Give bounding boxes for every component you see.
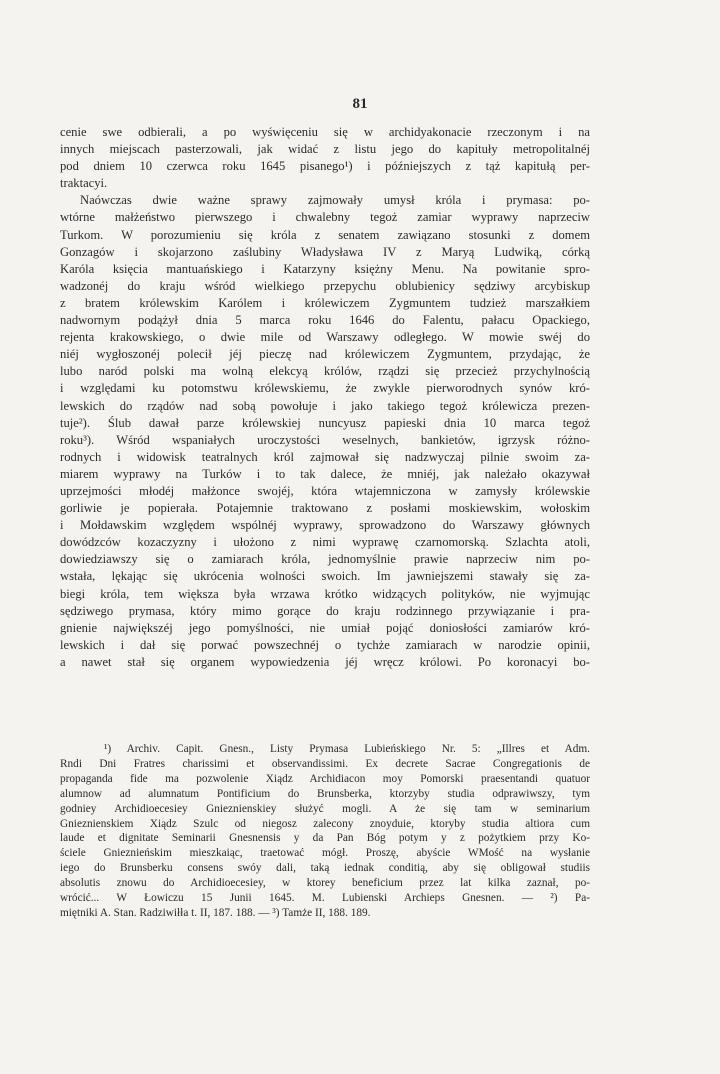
body-text-line: roku³). Wśród wspaniałych uroczystości weselnych, bankietów, igrzysk różno- — [60, 432, 590, 447]
footnote-line: alumnow ad alumnatum Pontificium do Brunsberka, ktorzyby studia odprawiwszy, tym — [60, 787, 590, 800]
main-text — [60, 124, 590, 671]
body-text-line: wstała, lękając się ukrócenia wolności swoich. Im jawniejszemi stawały się za- — [60, 569, 590, 584]
body-text-line: biegi króla, tem większa była wrzawa krótko widzących polityków, nie wyjmując — [60, 586, 590, 601]
body-text-line: pod dniem 10 czerwca roku 1645 pisanego¹) i późniejszych z tąż kapitułą per- — [60, 159, 590, 174]
body-text-line: dowódzców kozaczyzny i ułożono z nimi wyprawę czarnomorską. Szlachta atoli, — [60, 535, 590, 550]
body-text-line: gnienie największéj jego pomyślności, nie umiał pojąć doniosłości zamiarów kró- — [60, 620, 590, 635]
body-text-line: Turkom. W porozumieniu się króla z senatem zawiązano stosunki z domem — [60, 227, 590, 242]
footnote-line: godniey Archidioecesiey Gnieznienskiey służyć mogli. A że się tam w seminarium — [60, 802, 590, 815]
footnote-line: miętniki A. Stan. Radziwiłła t. II, 187. 188. — ³) Tamże II, 188. 189. — [60, 906, 371, 919]
body-text-line: uprzejmości młodéj małżonce swojéj, która wtajemniczona w zamysły królewskie — [60, 483, 590, 498]
body-text-line: niéj wygłoszonéj polecił jéj pieczę nad królewiczem Zygmuntem, przydając, że — [60, 347, 590, 362]
page-number: 81 — [352, 96, 368, 112]
body-text-line: rodnych i widowisk teatralnych król zajmował się nadzwyczaj pilnie swoim za- — [60, 449, 590, 464]
body-text-line: tuje²). Ślub dawał parze królewskiej nuncyusz papieski dnia 10 marca tegoż — [60, 415, 590, 430]
body-text-line: cenie swe odbierali, a po wyświęceniu się w archidyakonacie rzeczonym i na — [60, 125, 590, 139]
body-text-line: lewskich i dał się porwać powszechnéj o tychże zamiarach w narodzie opinii, — [60, 637, 590, 652]
body-text-line: i Mołdawskim względem wspólnéj wyprawy, sprowadzono do Warszawy głównych — [60, 518, 590, 533]
footnote-line: ¹) Archiv. Capit. Gnesn., Listy Prymasa Lubieńskiego Nr. 5: „Illres et Adm. — [104, 743, 590, 755]
footnote-line: ściele Gnieznieńskim mieszkaiąc, traetować mógł. Proszę, abyście WMość na wysłanie — [60, 847, 590, 860]
body-text-line: nadwornym podążył dnia 5 marca roku 1646 do Falentu, pałacu Opackiego, — [60, 313, 590, 328]
body-text-line: wadzonéj do kraju wśród wielkiego przepychu oblubienicy sędziwy arcybiskup — [60, 278, 590, 293]
body-text-line: miarem wyprawy na Turków i to tak dalece, że mniéj, jak należało okazywał — [60, 466, 590, 481]
body-text-line: Naówczas dwie ważne sprawy zajmowały umysł króla i prymasa: po- — [80, 193, 590, 208]
body-text-line: lewskich do rządów nad sobą powołuje i jako takiego tegoż królewicza prezen- — [60, 398, 590, 413]
footnote-line: wrócić... W Łowiczu 15 Junii 1645. M. Lubienski Archieps Gnesnen. — ²) Pa- — [60, 892, 590, 905]
footnote-line: iego do Brunsberku consens swóy dali, taką iednak conditią, aby się obligował studiis — [60, 862, 590, 875]
footnote-line: Rndi Dni Fratres charissimi et observandissimi. Ex decrete Sacrae Congregationis de — [60, 757, 590, 770]
body-text-line: sędziwego prymasa, który mimo gorące do kraju rodzinnego przywiązanie i pra- — [60, 603, 590, 618]
body-text-line: wtórne małżeństwo pierwszego i chwalebny tegoż zamiar wyprawy naprzeciw — [60, 210, 590, 225]
body-text-line: gorliwie je popierała. Potajemnie traktowano z posłami moskiewskim, wołoskim — [60, 501, 590, 516]
body-text-line: traktacyi. — [60, 176, 108, 191]
body-text-line: a nawet stał się organem wypowiedzenia jéj wręcz królowi. Po koronacyi bo- — [60, 654, 590, 669]
body-text-line: rejenta krakowskiego, o dwie mile od Warszawy odległego. W mowie swéj do — [60, 330, 590, 345]
body-text-line: z bratem królewskim Karólem i królewiczem Zygmuntem tudzież marszałkiem — [60, 295, 590, 310]
body-text-line: lubo naród polski ma wolną elekcyą królów, rządzi się przecież przychylnością — [60, 364, 590, 379]
footnote-line: Gnieznienskiem Xiądz Szulc od niegosz zalecony znoyduie, ktoryby studia altiora cum — [60, 817, 590, 830]
footnote-line: propaganda fide ma pozwolenie Xiądz Archidiacon moy Pomorski praesentandi quatuor — [60, 772, 590, 785]
footnote-line: laude et dignitate Seminarii Gnesnensis y da Pan Bóg potym y z pożytkiem przy Ko- — [60, 832, 590, 845]
footnotes — [60, 742, 590, 921]
body-text-line: Karóla księcia mantuańskiego i Katarzyny księżny Menu. Na powitanie spro- — [60, 261, 590, 276]
body-text-line: innych miejscach pasterzowali, jak widać z listu jego do kapituły metropolitalnéj — [60, 142, 590, 157]
body-text-line: dowiedziawszy się o zamiarach króla, jednomyślnie prawie naprzeciw nim po- — [60, 552, 590, 567]
body-text-line: i względami ku potomstwu królewskiemu, że zwykle pierworodnych synów kró- — [60, 381, 590, 396]
body-text-line: Gonzagów i skojarzono zaślubiny Władysława IV z Maryą Ludwiką, córką — [60, 244, 590, 259]
footnote-line: absolutis znowu do Archidioecesiey, w ktorey beneficium przez lat kilka zaznał, po- — [60, 877, 590, 890]
